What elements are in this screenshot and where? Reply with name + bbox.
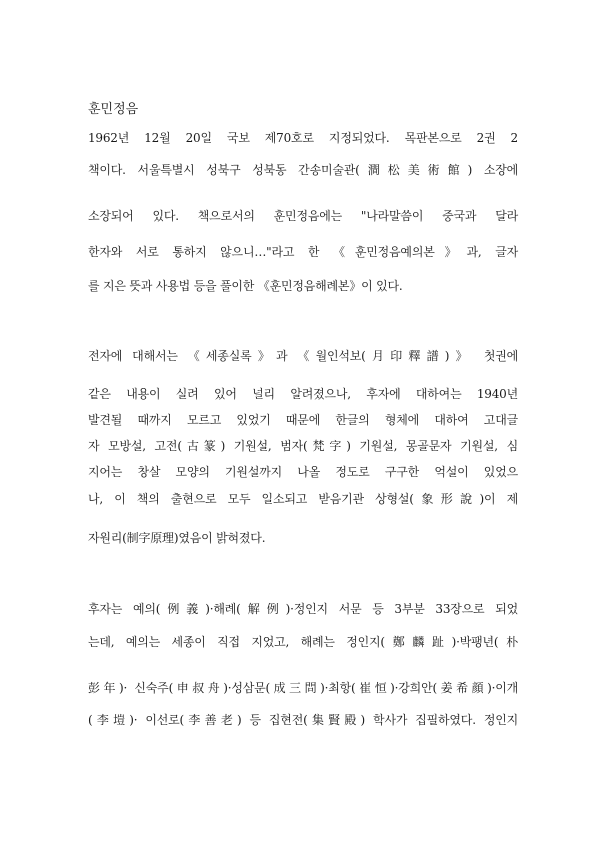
text-line: 1962년 12월 20일 국보 제70호로 지정되었다. 목판본으로 2권 2 (88, 131, 518, 145)
text-line: 자 모방설, 고전(古篆) 기원설, 범자(梵字) 기원설, 몽골문자 기원설, 심 (88, 439, 518, 453)
text-line: 후자는 예의(例義)·해례(解例)·정인지 서문 등 3부분 33장으로 되었 (88, 602, 518, 616)
text-line: 를 지은 뜻과 사용법 등을 풀이한 《훈민정음해례본》이 있다. (88, 279, 403, 293)
text-line: 나, 이 책의 출현으로 모두 일소되고 받음기관 상형설(象形說)이 제 (88, 492, 518, 506)
text-line: 같은 내용이 실려 있어 널리 알려졌으나, 후자에 대하여는 1940년 (88, 387, 518, 401)
text-line: 는데, 예의는 세종이 직접 지었고, 해례는 정인지(鄭麟趾)·박팽년(朴 (88, 635, 518, 649)
text-line: 지어는 창살 모양의 기원설까지 나올 정도로 구구한 억설이 있었으 (88, 465, 518, 479)
document-page (88, 0, 518, 842)
text-line: 책이다. 서울특별시 성북구 성북동 간송미술관(澗松美術館) 소장에 (88, 163, 518, 177)
text-line: 자원리(制字原理)였음이 밝혀졌다. (88, 531, 266, 545)
text-line: 전자에 대해서는 《세종실록》과 《월인석보(月印釋譜)》 첫권에 (88, 349, 518, 363)
text-line: 한자와 서로 통하지 않으니…"라고 한 《훈민정음예의본》과, 글자 (88, 245, 518, 259)
text-line: 발견될 때까지 모르고 있었기 때문에 한글의 형체에 대하여 고대글 (88, 413, 518, 427)
text-line: (李塏)· 이선로(李善老) 등 집현전(集賢殿) 학사가 집필하였다. 정인지 (88, 713, 518, 727)
text-line: 彭年)· 신숙주(申叔舟)·성삼문(成三問)·최항(崔恒)·강희안(姜希顔)·이개 (88, 681, 518, 695)
text-line: 소장되어 있다. 책으로서의 훈민정음에는 "나라말씀이 중국과 달라 (88, 209, 518, 223)
document-heading: 훈민정음 (88, 102, 139, 117)
